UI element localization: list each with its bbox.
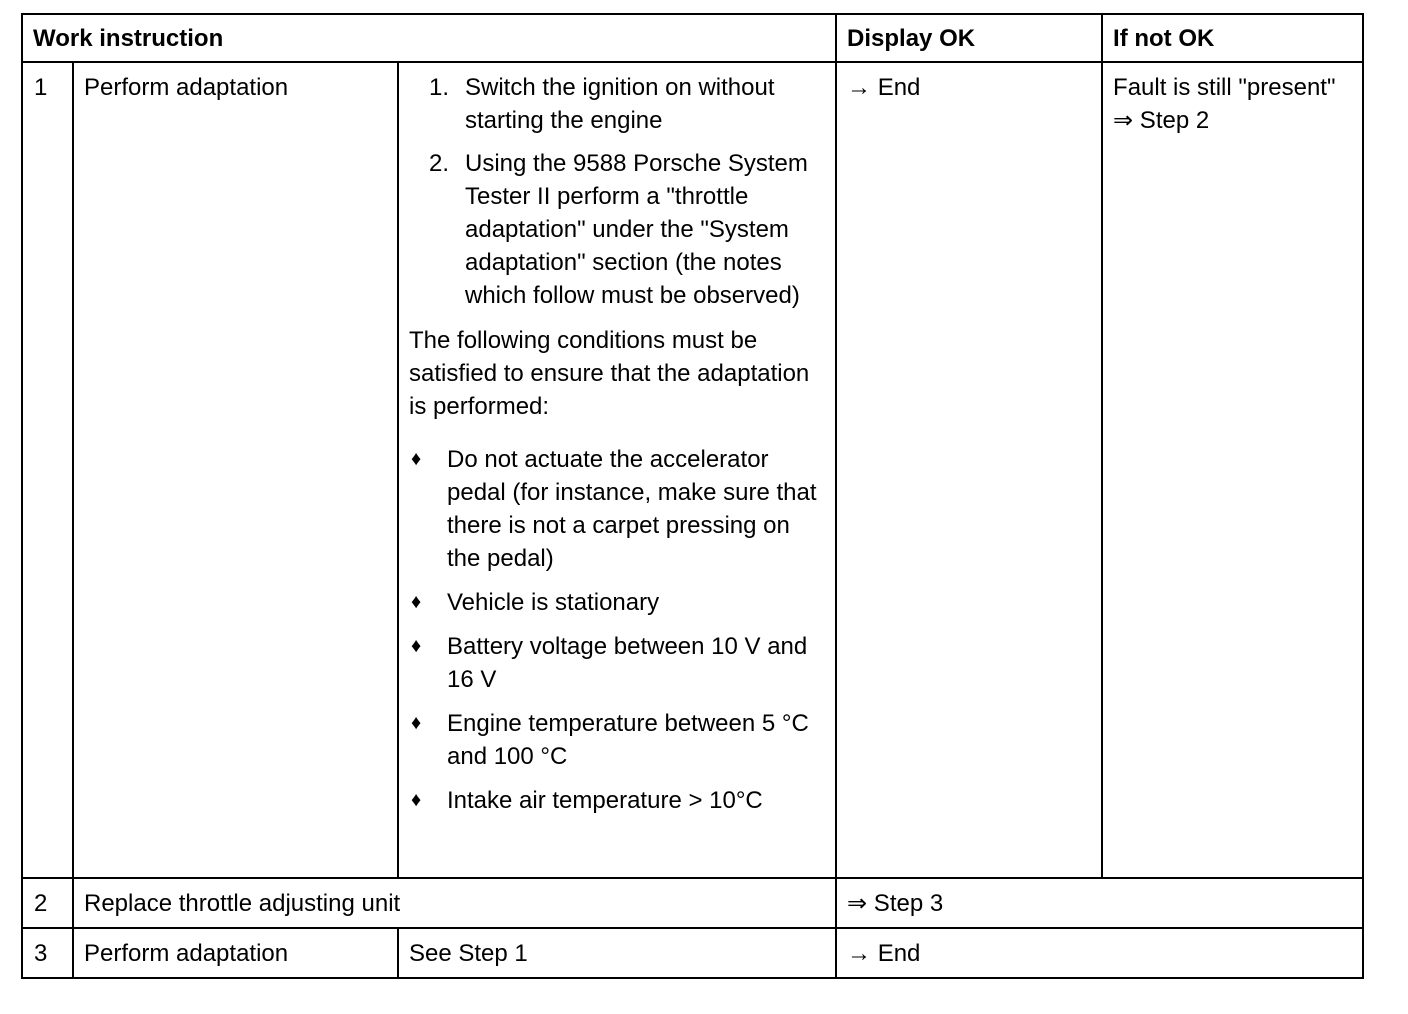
work-instruction-table [21, 13, 1364, 979]
diamond-bullet-icon: ♦ [411, 635, 422, 657]
condition-item [409, 630, 825, 696]
condition-text: Intake air temperature > 10°C [447, 787, 763, 814]
table-row [22, 878, 1363, 928]
step-number: 3 [22, 928, 73, 978]
header-if-not-ok: If not OK [1102, 14, 1363, 62]
procedure-text: Using the 9588 Porsche System Tester II perform a "throttle adaptation" under the "System adaptation" section (the notes which follow must be observed) [465, 150, 808, 309]
if-not-ok-text: Fault is still "present" [1113, 74, 1336, 101]
condition-item [409, 707, 825, 773]
condition-text: Engine temperature between 5 °C and 100 °C [447, 710, 809, 770]
step-action: Perform adaptation [73, 928, 398, 978]
procedure-number: 2. [429, 150, 450, 177]
step-number: 1 [22, 62, 73, 878]
procedure-item [409, 147, 825, 312]
conditions-intro: The following conditions must be satisfied to ensure that the adaptation is performed: [409, 327, 810, 420]
step-action: Perform adaptation [73, 62, 398, 878]
step-action: Replace throttle adjusting unit [73, 878, 836, 928]
condition-text: Battery voltage between 10 V and 16 V [447, 633, 808, 693]
header-display-ok: Display OK [836, 14, 1102, 62]
if-not-ok-cell [1102, 62, 1363, 878]
procedure-list [409, 71, 825, 312]
table-row [22, 62, 1363, 878]
conditions-list [409, 443, 825, 817]
table-header-row [22, 14, 1363, 62]
display-ok-cell: → End [836, 928, 1363, 978]
step-number: 2 [22, 878, 73, 928]
table-row [22, 928, 1363, 978]
step-details: See Step 1 [398, 928, 836, 978]
procedure-text: Switch the ignition on without starting the engine [465, 74, 775, 134]
condition-item [409, 443, 825, 575]
condition-item [409, 586, 825, 619]
procedure-number: 1. [429, 74, 450, 101]
if-not-ok-next-step: ⇒ Step 2 [1113, 107, 1210, 134]
diamond-bullet-icon: ♦ [411, 789, 422, 811]
diamond-bullet-icon: ♦ [411, 712, 422, 734]
display-ok-cell: → End [836, 62, 1102, 878]
diamond-bullet-icon: ♦ [411, 448, 422, 470]
step-details [398, 62, 836, 878]
display-ok-cell: ⇒ Step 3 [836, 878, 1363, 928]
header-work-instruction: Work instruction [22, 14, 836, 62]
condition-text: Do not actuate the accelerator pedal (for instance, make sure that there is not a carpet pressing on the pedal) [447, 446, 817, 572]
condition-text: Vehicle is stationary [447, 589, 660, 616]
procedure-item [409, 71, 825, 137]
diamond-bullet-icon: ♦ [411, 591, 422, 613]
condition-item [409, 784, 825, 817]
